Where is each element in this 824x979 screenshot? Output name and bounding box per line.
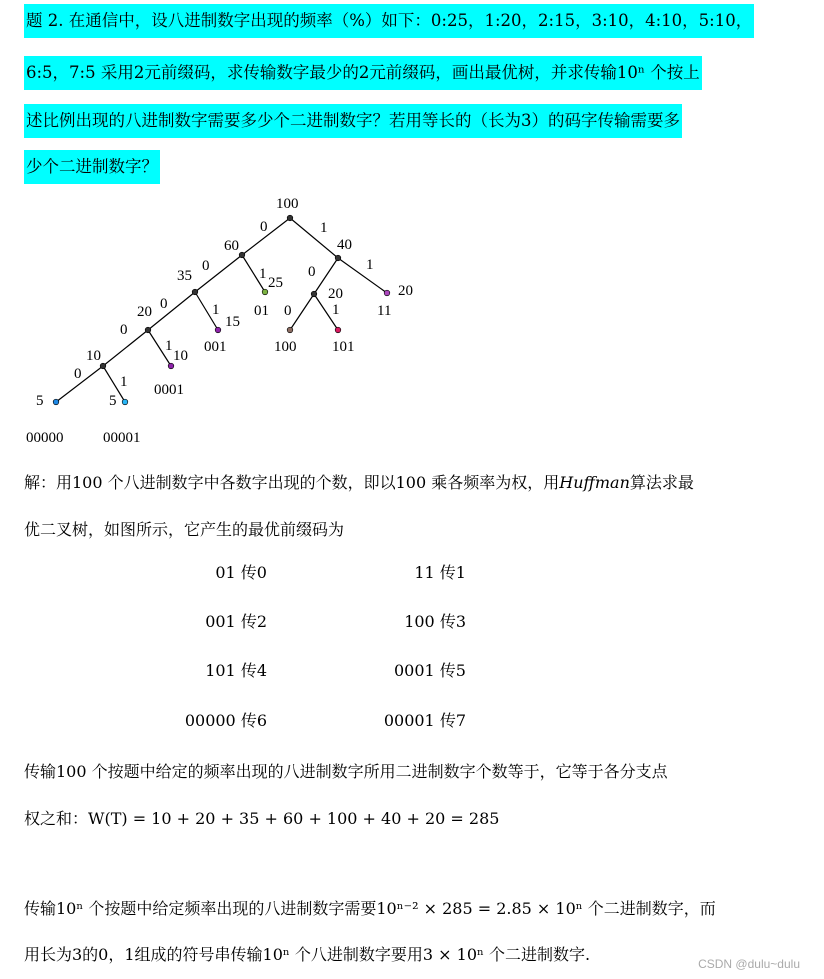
leaf-code: 0001 xyxy=(154,382,184,398)
tree-node xyxy=(145,327,151,333)
tree-node xyxy=(335,255,341,261)
edge-label: 1 xyxy=(332,302,340,318)
paragraph-2-line-1: 传输10ⁿ 个按题中给定频率出现的八进制数字需要10ⁿ⁻² × 285 = 2.85 × 10ⁿ 个二进制数字，而 xyxy=(24,899,716,918)
node-weight: 10 xyxy=(173,348,188,364)
node-weight: 5 xyxy=(36,393,44,409)
code-entry: 01 传0 xyxy=(215,563,267,582)
leaf-code: 001 xyxy=(204,339,227,355)
edge-label: 0 xyxy=(260,219,268,235)
paragraph-2-line-2: 用长为3的0，1组成的符号串传输10ⁿ 个八进制数字要用3 × 10ⁿ 个二进制数字. xyxy=(24,945,591,964)
tree-node xyxy=(215,327,221,333)
node-weight: 5 xyxy=(109,393,117,409)
code-entry: 001 传2 xyxy=(205,612,267,631)
tree-node xyxy=(335,327,341,333)
tree-node xyxy=(239,252,245,258)
code-entry: 101 传4 xyxy=(205,661,267,680)
solution-intro-line-2: 优二叉树，如图所示，它产生的最优前缀码为 xyxy=(24,520,345,539)
node-weight: 25 xyxy=(268,275,283,291)
tree-node xyxy=(311,291,317,297)
question-line-2: 6:5，7:5 采用2元前缀码，求传输数字最少的2元前缀码，画出最优树，并求传输10ⁿ 个按上 xyxy=(24,56,702,90)
code-entry: 0001 传5 xyxy=(394,661,466,680)
edge-label: 0 xyxy=(202,258,210,274)
edge-label: 0 xyxy=(308,264,316,280)
leaf-code: 11 xyxy=(377,303,392,319)
tree-node xyxy=(287,215,293,221)
leaf-code: 01 xyxy=(254,303,269,319)
leaf-code: 101 xyxy=(332,339,355,355)
huffman-tree-diagram xyxy=(0,180,460,450)
edge-label: 1 xyxy=(165,338,173,354)
edge-label: 1 xyxy=(212,302,220,318)
question-line-1: 题 2. 在通信中，设八进制数字出现的频率（%）如下：0:25，1:20，2:15，3:10，4:10，5:10， xyxy=(24,4,754,38)
leaf-code: 00001 xyxy=(103,430,141,446)
question-line-4: 少个二进制数字？ xyxy=(24,150,160,184)
leaf-code: 00000 xyxy=(26,430,64,446)
node-weight: 15 xyxy=(225,314,240,330)
tree-node xyxy=(287,327,293,333)
tree-node xyxy=(262,289,268,295)
tree-node xyxy=(384,290,390,296)
node-weight: 20 xyxy=(398,283,413,299)
node-weight: 60 xyxy=(224,238,239,254)
solution-intro-text: 算法求最 xyxy=(629,473,694,492)
node-weight: 35 xyxy=(177,268,192,284)
edge-label: 1 xyxy=(366,257,374,273)
edge-label: 1 xyxy=(320,220,328,236)
code-entry: 00000 传6 xyxy=(184,711,267,730)
tree-node xyxy=(192,289,198,295)
node-weight: 40 xyxy=(337,237,352,253)
solution-intro-line-1 xyxy=(24,470,694,493)
code-entry: 100 传3 xyxy=(404,612,466,631)
code-entry: 00001 传7 xyxy=(383,711,466,730)
edge-label: 0 xyxy=(74,366,82,382)
tree-node xyxy=(168,363,174,369)
edge-label: 0 xyxy=(120,322,128,338)
huffman-term: Huffman xyxy=(559,473,630,492)
edge-label: 1 xyxy=(120,374,128,390)
code-entry: 11 传1 xyxy=(414,563,466,582)
solution-intro-text: 解：用100 个八进制数字中各数字出现的个数，即以100 乘各频率为权，用 xyxy=(24,473,560,492)
tree-node xyxy=(100,363,106,369)
node-weight: 10 xyxy=(86,348,101,364)
weight-sum-formula: 权之和：W(T) = 10 + 20 + 35 + 60 + 100 + 40 + 20 = 285 xyxy=(24,809,500,828)
watermark: CSDN @dulu~dulu xyxy=(698,957,800,971)
tree-node xyxy=(122,399,128,405)
node-weight: 20 xyxy=(137,304,152,320)
tree-node xyxy=(53,399,59,405)
question-line-3: 述比例出现的八进制数字需要多少个二进制数字？若用等长的（长为3）的码字传输需要多 xyxy=(24,104,682,138)
edge-label: 0 xyxy=(160,296,168,312)
leaf-code: 100 xyxy=(274,339,297,355)
edge-label: 1 xyxy=(259,266,267,282)
paragraph-1-line-1: 传输100 个按题中给定的频率出现的八进制数字所用二进制数字个数等于，它等于各分支点 xyxy=(24,762,668,781)
edge-label: 0 xyxy=(284,303,292,319)
node-weight: 20 xyxy=(328,286,343,302)
node-weight: 100 xyxy=(276,196,299,212)
